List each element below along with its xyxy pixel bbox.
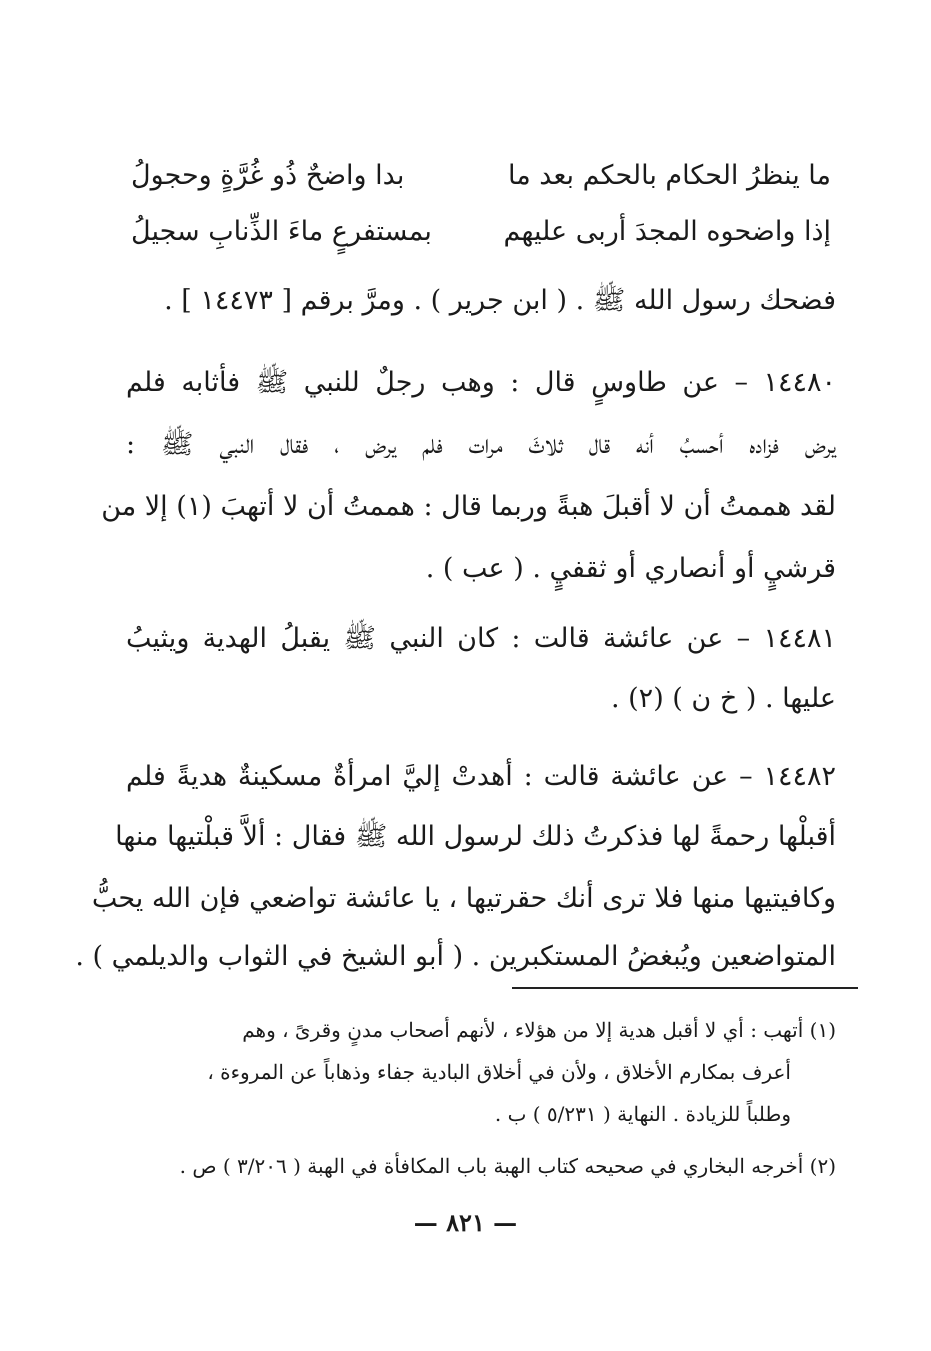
poem-hemistich-second: بمستفرعٍ ماءَ الذِّنابِ سجيلُ — [131, 216, 432, 247]
hadith-14480-line: يرض فزاده أحسبُ أنه قال ثلاثَ مرات فلم يرض ، فقال النبي ﷺ : — [126, 429, 836, 460]
poem-hemistich-first: ما ينظرُ الحكام بالحكم بعد ما — [508, 160, 831, 191]
hadith-14480-line: ١٤٤٨٠ – عن طاوسٍ قال : وهب رجلٌ للنبي ﷺ فأثابه فلم — [126, 367, 836, 398]
footnote-line: أعرف بمكارم الأخلاق ، ولأن في أخلاق البادية جفاء وذهاباً عن المروءة ، — [207, 1060, 791, 1084]
poem — [131, 148, 831, 260]
footnote-line: (١) أتهب : أي لا أقبل هدية إلا من هؤلاء ، لأنهم أصحاب مدنٍ وقرىً ، وهم — [242, 1018, 836, 1042]
poem-hemistich-first: إذا واضحوه المجدَ أربى عليهم — [503, 216, 831, 247]
poem-verse — [131, 204, 831, 260]
hadith-14482-line: المتواضعين ويُبغضُ المستكبرين . ( أبو الشيخ في الثواب والديلمي ) . — [75, 941, 836, 972]
poem-hemistich-second: بدا واضحٌ ذُو غُرَّةٍ وحجولُ — [131, 160, 405, 191]
footnote-line: وطلباً للزيادة . النهاية ( ٥/٢٣١ ) ب . — [494, 1102, 791, 1126]
footnote-line: (٢) أخرجه البخاري في صحيحه كتاب الهبة باب المكافأة في الهبة ( ٣/٢٠٦ ) ص . — [179, 1154, 836, 1178]
hadith-14481-line: عليها . ( خ ن ) (٢) . — [610, 683, 836, 714]
hadith-14480-line: قرشيٍ أو أنصاري أو ثقفيٍ . ( عب ) . — [425, 553, 836, 584]
footnote-divider — [512, 987, 858, 989]
hadith-14482-line: وكافيتيها منها فلا ترى أنك حقرتيها ، يا عائشة تواضعي فإن الله يحبُّ — [91, 883, 836, 914]
hadith-14482-line: ١٤٤٨٢ – عن عائشة قالت : أهدتْ إليَّ امرأةٌ مسكينةٌ هديةً فلم — [126, 761, 836, 792]
poem-verse — [131, 148, 831, 204]
hadith-14482-line: أقبلْها رحمةً لها فذكرتُ ذلك لرسول الله ﷺ فقال : ألاَّ قبلْتيها منها — [115, 821, 836, 852]
hadith-14481-line: ١٤٤٨١ – عن عائشة قالت : كان النبي ﷺ يقبلُ الهدية ويثيبُ — [126, 623, 836, 654]
intro-line: فضحك رسول الله ﷺ . ( ابن جرير ) . ومرَّ برقم [ ١٤٤٧٣ ] . — [164, 285, 836, 316]
page-number: — ٨٢١ — — [413, 1208, 518, 1237]
hadith-14480-line: لقد هممتُ أن لا أقبلَ هبةً وربما قال : هممتُ أن لا أتهبَ (١) إلا من — [101, 491, 836, 522]
